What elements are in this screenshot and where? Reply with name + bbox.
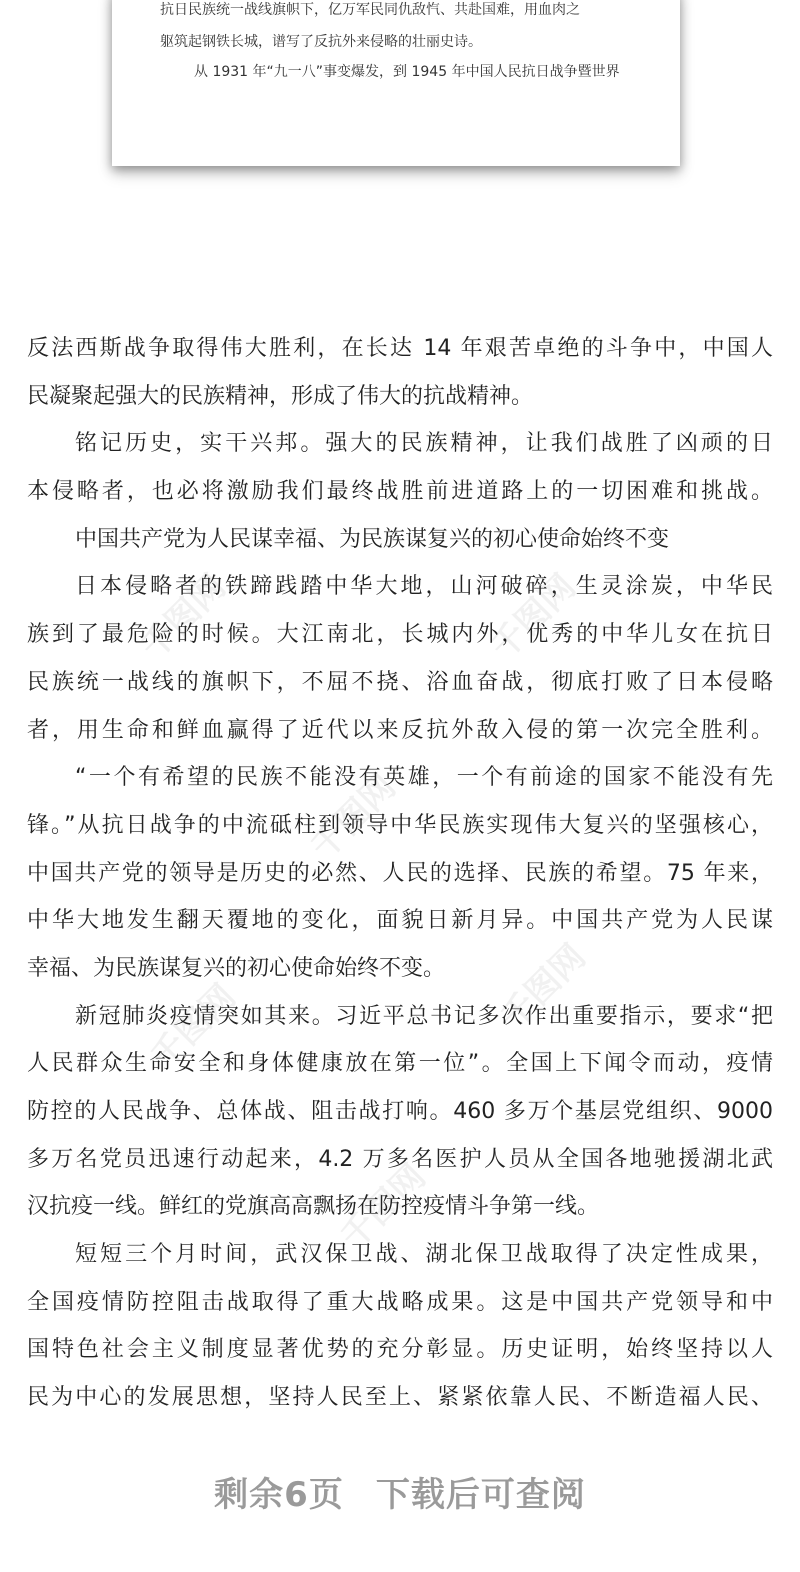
remaining-pages-count: 剩余6页 (214, 1475, 344, 1515)
watermark-text: 千图网 (483, 566, 584, 668)
article-line: 全国疫情防控阻击战取得了重大战略成果。这是中国共产党领导和中 (27, 1289, 773, 1315)
article-line: 中国共产党为人民谋幸福、为民族谋复兴的初心使命始终不变 (75, 526, 670, 552)
watermark-text: 千图网 (133, 566, 234, 668)
article-line: 短短三个月时间，武汉保卫战、湖北保卫战取得了决定性成果， (75, 1242, 773, 1268)
preview-text-line: 抗日民族统一战线旗帜下，亿万军民同仇敌忾、共赴国难，用血肉之 (160, 2, 580, 18)
article-line: 中华大地发生翻天覆地的变化，面貌日新月异。中国共产党为人民谋 (27, 908, 773, 934)
watermark-text: 千图网 (493, 936, 594, 1038)
article-line: 反法西斯战争取得伟大胜利，在长达 14 年艰苦卓绝的斗争中，中国人 (27, 336, 773, 361)
article-line: 本侵略者，也必将激励我们最终战胜前进道路上的一切困难和挑战。 (27, 479, 773, 505)
article-line: 民族统一战线的旗帜下，不屈不挠、浴血奋战，彻底打败了日本侵略 (27, 669, 773, 695)
article-line: 多万名党员迅速行动起来，4.2 万多名医护人员从全国各地驰援湖北武 (27, 1146, 773, 1172)
watermark-text: 千图网 (333, 1156, 434, 1258)
article-line: 民为中心的发展思想，坚持人民至上、紧紧依靠人民、不断造福人民、 (27, 1385, 773, 1411)
article-line: 国特色社会主义制度显著优势的充分彰显。历史证明，始终坚持以人 (27, 1337, 773, 1363)
watermark-text: 千图网 (303, 766, 404, 868)
article-body (27, 325, 773, 1422)
article-line: 幸福、为民族谋复兴的初心使命始终不变。 (27, 955, 446, 981)
article-line: 民凝聚起强大的民族精神，形成了伟大的抗战精神。 (27, 383, 534, 409)
article-line: 铭记历史，实干兴邦。强大的民族精神，让我们战胜了凶顽的日 (75, 431, 773, 457)
article-line: 中国共产党的领导是历史的必然、人民的选择、民族的希望。75 年来， (27, 860, 773, 886)
article-line: 族到了最危险的时候。大江南北，长城内外，优秀的中华儿女在抗日 (27, 622, 773, 648)
article-line: 汉抗疫一线。鲜红的党旗高高飘扬在防控疫情斗争第一线。 (27, 1194, 600, 1220)
article-line: 锋。”从抗日战争的中流砥柱到领导中华民族实现伟大复兴的坚强核心， (27, 812, 773, 838)
download-to-view-text: 下载后可查阅 (375, 1475, 586, 1515)
watermark-text: 千图网 (143, 976, 244, 1078)
article-line: 者，用生命和鲜血赢得了近代以来反抗外敌入侵的第一次完全胜利。 (27, 717, 773, 743)
article-line: 防控的人民战争、总体战、阻击战打响。460 多万个基层党组织、9000 (27, 1099, 773, 1124)
preview-page-card (112, 0, 680, 166)
preview-text-line: 从 1931 年“九一八”事变爆发，到 1945 年中国人民抗日战争暨世界 (194, 64, 620, 80)
article-line: “一个有希望的民族不能没有英雄，一个有前途的国家不能没有先 (75, 765, 773, 791)
remaining-pages-prompt[interactable] (0, 1467, 800, 1516)
article-line: 人民群众生命安全和身体健康放在第一位”。全国上下闻令而动，疫情 (27, 1051, 773, 1077)
article-line: 新冠肺炎疫情突如其来。习近平总书记多次作出重要指示，要求“把 (75, 1003, 773, 1029)
preview-text-line: 躯筑起钢铁长城，谱写了反抗外来侵略的壮丽史诗。 (160, 34, 482, 50)
article-line: 日本侵略者的铁蹄践踏中华大地，山河破碎，生灵涂炭，中华民 (75, 574, 773, 600)
